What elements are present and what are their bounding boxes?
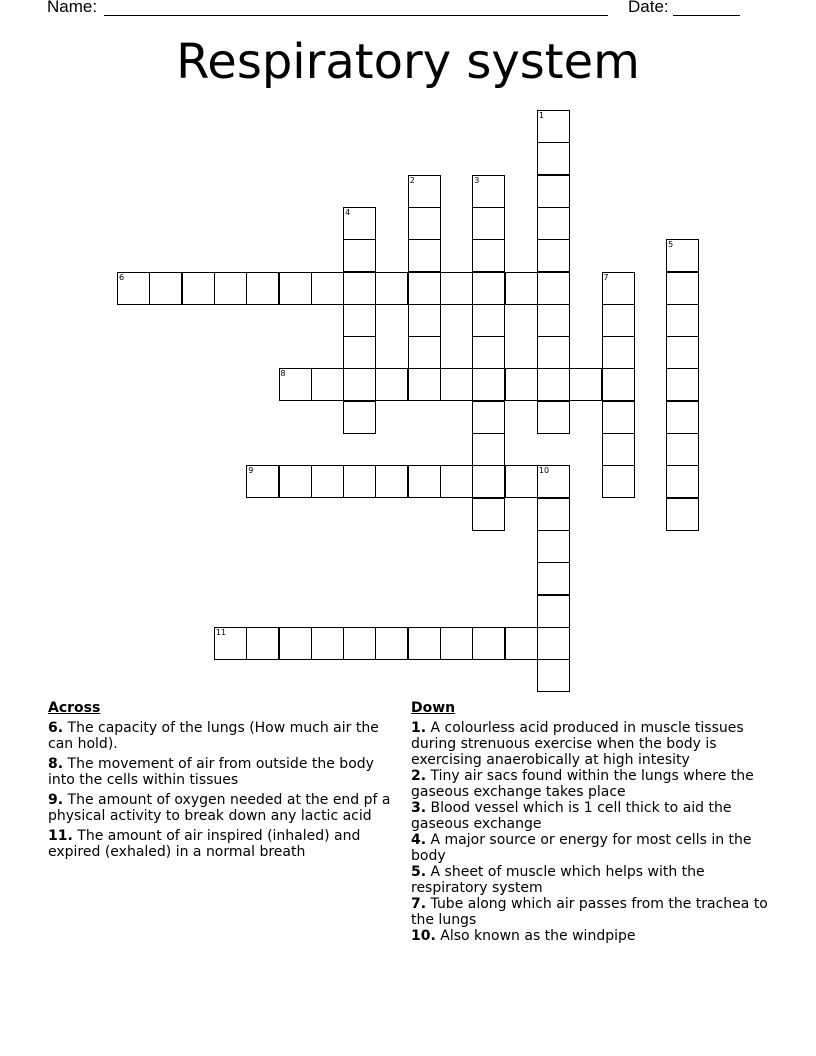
grid-cell[interactable] xyxy=(666,304,699,337)
clue-number: 10. xyxy=(411,928,436,944)
grid-cell[interactable] xyxy=(602,272,635,305)
grid-cell[interactable] xyxy=(408,627,441,660)
cell-number: 8 xyxy=(280,369,286,379)
grid-cell[interactable] xyxy=(279,368,312,401)
clue-text: The movement of air from outside the body into the cells within tissues xyxy=(48,756,374,788)
down-heading: Down xyxy=(411,700,456,716)
grid-cell[interactable] xyxy=(246,627,279,660)
grid-cell[interactable] xyxy=(311,368,344,401)
grid-cell[interactable] xyxy=(537,304,570,337)
grid-cell[interactable] xyxy=(602,433,635,466)
grid-cell[interactable] xyxy=(440,627,473,660)
cell-number: 9 xyxy=(248,466,254,476)
grid-cell[interactable] xyxy=(537,595,570,628)
grid-cell[interactable] xyxy=(343,465,376,498)
grid-cell[interactable] xyxy=(537,368,570,401)
clue-text: The capacity of the lungs (How much air the can hold). xyxy=(48,720,379,752)
grid-cell[interactable] xyxy=(408,207,441,240)
down-clue xyxy=(411,832,776,864)
clue-number: 3. xyxy=(411,800,427,816)
clue-number: 1. xyxy=(411,720,427,736)
down-clue xyxy=(411,928,776,944)
grid-cell[interactable] xyxy=(537,336,570,369)
grid-cell[interactable] xyxy=(343,272,376,305)
cell-number: 6 xyxy=(119,272,125,282)
cell-number: 7 xyxy=(603,272,609,282)
clue-number: 2. xyxy=(411,768,427,784)
grid-cell[interactable] xyxy=(279,272,312,305)
grid-cell[interactable] xyxy=(311,272,344,305)
grid-cell[interactable] xyxy=(666,239,699,272)
grid-cell[interactable] xyxy=(537,659,570,692)
grid-cell[interactable] xyxy=(602,304,635,337)
grid-cell[interactable] xyxy=(279,627,312,660)
down-clue xyxy=(411,800,776,832)
grid-cell[interactable] xyxy=(343,207,376,240)
grid-cell[interactable] xyxy=(472,627,505,660)
grid-cell[interactable] xyxy=(537,239,570,272)
grid-cell[interactable] xyxy=(666,433,699,466)
grid-cell[interactable] xyxy=(311,465,344,498)
grid-cell[interactable] xyxy=(537,530,570,563)
grid-cell[interactable] xyxy=(408,368,441,401)
grid-cell[interactable] xyxy=(375,465,408,498)
across-heading: Across xyxy=(48,700,101,716)
grid-cell[interactable] xyxy=(440,272,473,305)
clue-text: Blood vessel which is 1 cell thick to aid the gaseous exchange xyxy=(411,800,732,832)
grid-cell[interactable] xyxy=(311,627,344,660)
grid-cell[interactable] xyxy=(472,304,505,337)
clue-text: Tube along which air passes from the trachea to the lungs xyxy=(411,896,768,928)
grid-cell[interactable] xyxy=(537,272,570,305)
cell-number: 1 xyxy=(538,111,544,120)
grid-cell[interactable] xyxy=(408,336,441,369)
across-clue xyxy=(48,756,393,788)
grid-cell[interactable] xyxy=(472,239,505,272)
grid-cell[interactable] xyxy=(214,627,247,660)
across-clues xyxy=(48,700,393,864)
grid-cell[interactable] xyxy=(666,498,699,531)
grid-cell[interactable] xyxy=(472,433,505,466)
grid-cell[interactable] xyxy=(149,272,182,305)
grid-cell[interactable] xyxy=(472,336,505,369)
down-clue xyxy=(411,720,776,768)
grid-cell[interactable] xyxy=(602,336,635,369)
across-clue xyxy=(48,792,393,824)
cell-number: 4 xyxy=(345,207,351,217)
grid-cell[interactable] xyxy=(537,207,570,240)
grid-cell[interactable] xyxy=(440,368,473,401)
grid-cell[interactable] xyxy=(602,401,635,434)
grid-cell[interactable] xyxy=(408,239,441,272)
grid-cell[interactable] xyxy=(537,110,570,143)
down-clue xyxy=(411,864,776,896)
grid-cell[interactable] xyxy=(375,272,408,305)
grid-cell[interactable] xyxy=(279,465,312,498)
grid-cell[interactable] xyxy=(666,368,699,401)
grid-cell[interactable] xyxy=(666,336,699,369)
grid-cell[interactable] xyxy=(440,465,473,498)
grid-cell[interactable] xyxy=(408,272,441,305)
grid-cell[interactable] xyxy=(472,401,505,434)
cell-number: 10 xyxy=(538,466,550,476)
down-clue xyxy=(411,768,776,800)
grid-cell[interactable] xyxy=(472,465,505,498)
grid-cell[interactable] xyxy=(537,142,570,175)
cell-number: 3 xyxy=(474,175,480,185)
clue-number: 9. xyxy=(48,792,64,808)
grid-cell[interactable] xyxy=(505,272,538,305)
across-clue xyxy=(48,720,393,752)
clue-number: 11. xyxy=(48,828,73,844)
puzzle-title: Respiratory system xyxy=(176,34,640,90)
cell-number: 11 xyxy=(215,627,227,637)
clue-number: 6. xyxy=(48,720,64,736)
grid-cell[interactable] xyxy=(472,175,505,208)
grid-cell[interactable] xyxy=(505,368,538,401)
date-label: Date: xyxy=(628,0,669,16)
grid-cell[interactable] xyxy=(343,368,376,401)
cell-number: 5 xyxy=(668,240,674,250)
grid-cell[interactable] xyxy=(666,401,699,434)
clue-text: The amount of air inspired (inhaled) and expired (exhaled) in a normal breath xyxy=(48,828,361,860)
grid-cell[interactable] xyxy=(537,627,570,660)
grid-cell[interactable] xyxy=(472,498,505,531)
clue-number: 4. xyxy=(411,832,427,848)
grid-cell[interactable] xyxy=(343,336,376,369)
grid-cell[interactable] xyxy=(343,239,376,272)
grid-cell[interactable] xyxy=(408,175,441,208)
clue-number: 8. xyxy=(48,756,64,772)
grid-cell[interactable] xyxy=(537,401,570,434)
grid-cell[interactable] xyxy=(472,272,505,305)
clue-text: The amount of oxygen needed at the end pf a physical activity to break down any lactic acid xyxy=(48,792,391,824)
clue-number: 5. xyxy=(411,864,427,880)
grid-cell[interactable] xyxy=(343,627,376,660)
grid-cell[interactable] xyxy=(472,207,505,240)
grid-cell[interactable] xyxy=(472,368,505,401)
grid-cell[interactable] xyxy=(408,465,441,498)
grid-cell[interactable] xyxy=(602,368,635,401)
grid-cell[interactable] xyxy=(537,498,570,531)
clue-text: Tiny air sacs found within the lungs where the gaseous exchange takes place xyxy=(411,768,754,800)
grid-cell[interactable] xyxy=(537,465,570,498)
name-label: Name: xyxy=(47,0,98,16)
grid-cell[interactable] xyxy=(375,627,408,660)
grid-cell[interactable] xyxy=(343,401,376,434)
across-clue xyxy=(48,828,393,860)
clue-number: 7. xyxy=(411,896,427,912)
grid-cell[interactable] xyxy=(182,272,215,305)
grid-cell[interactable] xyxy=(602,465,635,498)
grid-cell[interactable] xyxy=(666,272,699,305)
clue-text: A colourless acid produced in muscle tissues during strenuous exercise when the body is exercising anaerobically at high intesity xyxy=(411,720,744,768)
grid-cell[interactable] xyxy=(408,304,441,337)
clue-text: A sheet of muscle which helps with the respiratory system xyxy=(411,864,705,896)
grid-cell[interactable] xyxy=(214,272,247,305)
cell-number: 2 xyxy=(409,175,415,185)
grid-cell[interactable] xyxy=(375,368,408,401)
grid-cell[interactable] xyxy=(505,465,538,498)
clue-text: A major source or energy for most cells in the body xyxy=(411,832,752,864)
grid-cell[interactable] xyxy=(666,465,699,498)
grid-cell[interactable] xyxy=(537,175,570,208)
grid-cell[interactable] xyxy=(117,272,150,305)
grid-cell[interactable] xyxy=(246,465,279,498)
clue-text: Also known as the windpipe xyxy=(435,928,636,944)
grid-cell[interactable] xyxy=(246,272,279,305)
down-clue xyxy=(411,896,776,928)
grid-cell[interactable] xyxy=(505,627,538,660)
grid-cell[interactable] xyxy=(569,368,602,401)
grid-cell[interactable] xyxy=(343,304,376,337)
down-clues xyxy=(411,700,776,944)
grid-cell[interactable] xyxy=(537,562,570,595)
